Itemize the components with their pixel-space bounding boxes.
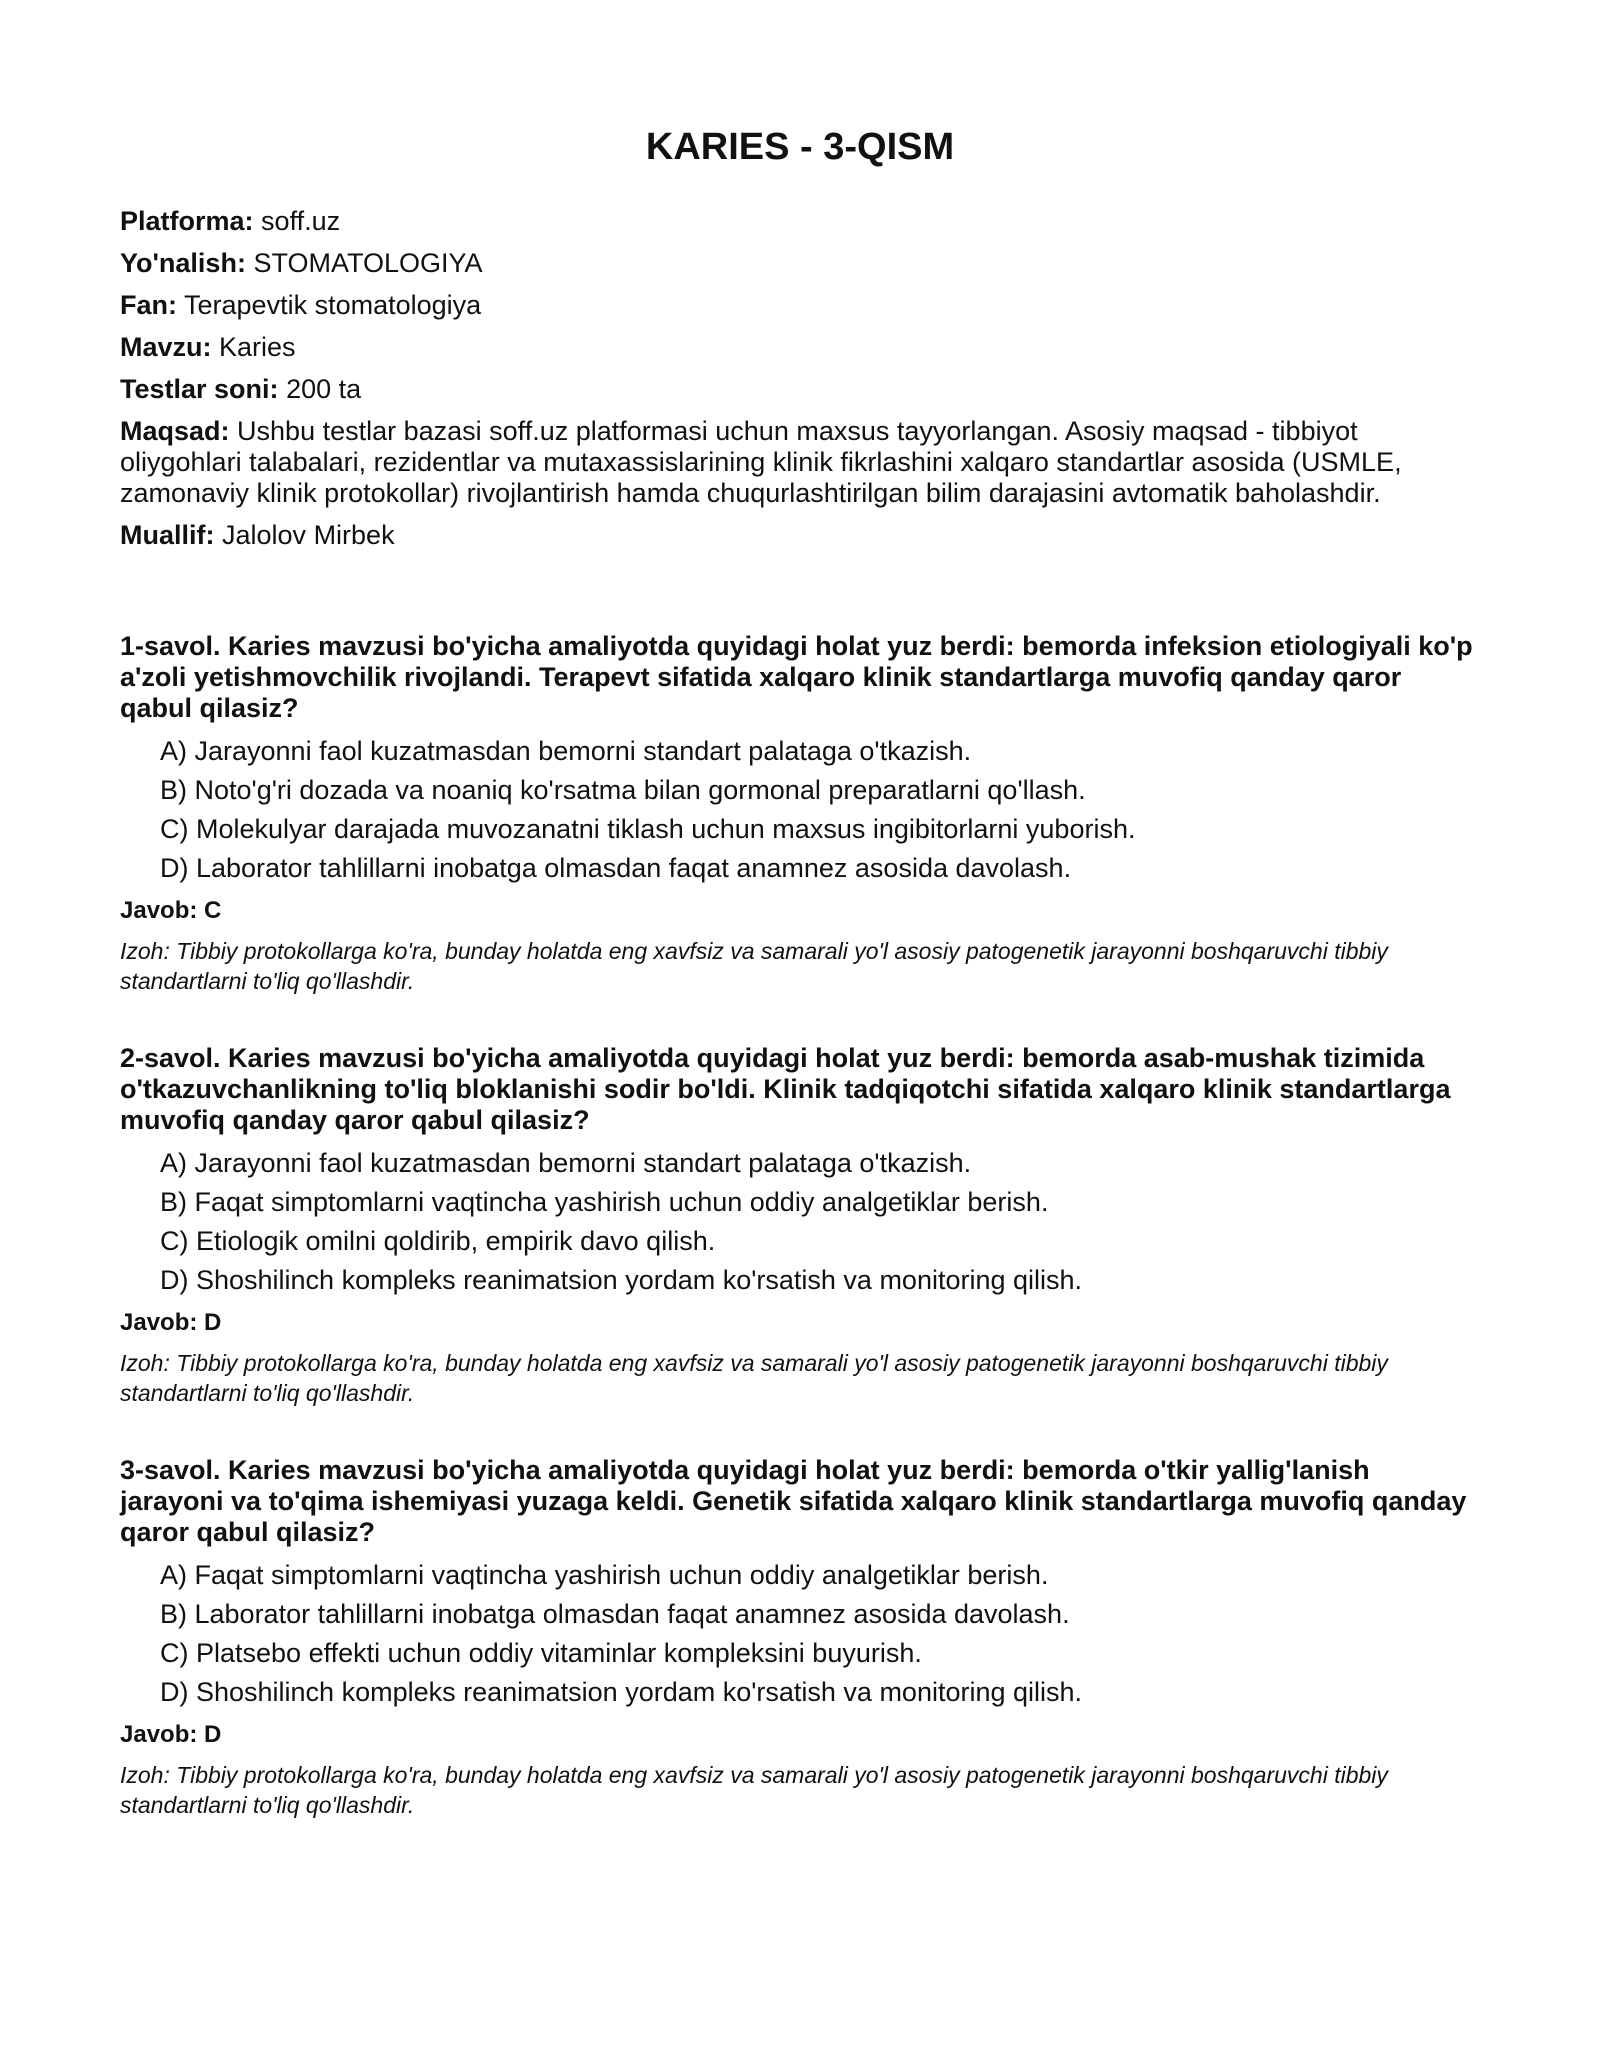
explanation: Izoh: Tibbiy protokollarga ko'ra, bunday holatda eng xavfsiz va samarali yo'l asosiy patogenetik jarayonni boshqaruvchi tibbiy standartlarni to'liq qo'llashdir.: [120, 938, 1388, 994]
option-d: D) Laborator tahlillarni inobatga olmasdan faqat anamnez asosida davolash.: [160, 853, 1072, 883]
option-d: D) Shoshilinch kompleks reanimatsion yordam ko'rsatish va monitoring qilish.: [160, 1265, 1083, 1295]
meta-label: Mavzu:: [120, 332, 212, 362]
meta-goal: [120, 416, 1480, 509]
option-b: B) Faqat simptomlarni vaqtincha yashirish uchun oddiy analgetiklar berish.: [160, 1187, 1049, 1217]
answer: Javob: D: [120, 1309, 222, 1336]
meta-label: Yo'nalish:: [120, 248, 246, 278]
option-c: C) Platsebo effekti uchun oddiy vitaminlar kompleksini buyurish.: [160, 1638, 922, 1668]
option-list: [120, 736, 1480, 884]
document-title: KARIES - 3-QISM: [645, 126, 955, 168]
option-c: C) Molekulyar darajada muvozanatni tiklash uchun maxsus ingibitorlarni yuborish.: [160, 814, 1136, 844]
option-list: [120, 1148, 1480, 1296]
meta-label: Fan:: [120, 290, 177, 320]
option-a: A) Jarayonni faol kuzatmasdan bemorni standart palataga o'tkazish.: [160, 736, 972, 766]
meta-test-count: [120, 374, 1480, 405]
question-2: [120, 1043, 1480, 1408]
meta-value: Karies: [219, 332, 296, 362]
question-list: [120, 631, 1480, 1820]
meta-subject: [120, 290, 1480, 321]
option-d: D) Shoshilinch kompleks reanimatsion yordam ko'rsatish va monitoring qilish.: [160, 1677, 1083, 1707]
meta-label: Maqsad:: [120, 416, 230, 446]
explanation: Izoh: Tibbiy protokollarga ko'ra, bunday holatda eng xavfsiz va samarali yo'l asosiy patogenetik jarayonni boshqaruvchi tibbiy standartlarni to'liq qo'llashdir.: [120, 1762, 1388, 1818]
explanation: Izoh: Tibbiy protokollarga ko'ra, bunday holatda eng xavfsiz va samarali yo'l asosiy patogenetik jarayonni boshqaruvchi tibbiy standartlarni to'liq qo'llashdir.: [120, 1350, 1388, 1406]
option-a: A) Jarayonni faol kuzatmasdan bemorni standart palataga o'tkazish.: [160, 1148, 972, 1178]
answer: Javob: C: [120, 897, 222, 924]
option-a: A) Faqat simptomlarni vaqtincha yashirish uchun oddiy analgetiklar berish.: [160, 1560, 1049, 1590]
document-meta: [120, 206, 1480, 551]
meta-value: soff.uz: [261, 206, 341, 236]
meta-label: Muallif:: [120, 520, 215, 550]
meta-author: [120, 520, 1480, 551]
question-text: 3-savol. Karies mavzusi bo'yicha amaliyotda quyidagi holat yuz berdi: bemorda o'tkir yallig'lanish jarayoni va to'qima ishemiyasi yuzaga keldi. Genetik sifatida xalqaro klinik standartlarga muvofiq qanday qaror qabul qilasiz?: [120, 1455, 1467, 1547]
meta-label: Platforma:: [120, 206, 254, 236]
question-text: 1-savol. Karies mavzusi bo'yicha amaliyotda quyidagi holat yuz berdi: bemorda infeksion etiologiyali ko'p a'zoli yetishmovchilik rivojlandi. Terapevt sifatida xalqaro klinik standartlarga muvofiq qanday qaror qabul qilasiz?: [120, 631, 1473, 723]
meta-value: Terapevtik stomatologiya: [184, 290, 482, 320]
question-3: [120, 1455, 1480, 1820]
answer: Javob: D: [120, 1721, 222, 1748]
meta-value: Jalolov Mirbek: [222, 520, 395, 550]
meta-direction: [120, 248, 1480, 279]
meta-platform: [120, 206, 1480, 237]
question-text: 2-savol. Karies mavzusi bo'yicha amaliyotda quyidagi holat yuz berdi: bemorda asab-mushak tizimida o'tkazuvchanlikning to'liq bloklanishi sodir bo'ldi. Klinik tadqiqotchi sifatida xalqaro klinik standartlarga muvofiq qanday qaror qabul qilasiz?: [120, 1043, 1451, 1135]
meta-value: Ushbu testlar bazasi soff.uz platformasi uchun maxsus tayyorlangan. Asosiy maqsad - tibbiyot oliygohlari talabalari, rezidentlar va mutaxassislarining klinik fikrlashini xalqaro standartlar asosida (USMLE, zamonaviy klinik protokollar) rivojlantirish hamda chuqurlashtirilgan bilim darajasini avtomatik baholashdir.: [120, 416, 1402, 508]
option-b: B) Laborator tahlillarni inobatga olmasdan faqat anamnez asosida davolash.: [160, 1599, 1070, 1629]
meta-value: STOMATOLOGIYA: [253, 248, 483, 278]
option-c: C) Etiologik omilni qoldirib, empirik davo qilish.: [160, 1226, 716, 1256]
question-1: [120, 631, 1480, 996]
option-list: [120, 1560, 1480, 1708]
meta-value: 200 ta: [286, 374, 362, 404]
meta-topic: [120, 332, 1480, 363]
meta-label: Testlar soni:: [120, 374, 279, 404]
option-b: B) Noto'g'ri dozada va noaniq ko'rsatma bilan gormonal preparatlarni qo'llash.: [160, 775, 1086, 805]
